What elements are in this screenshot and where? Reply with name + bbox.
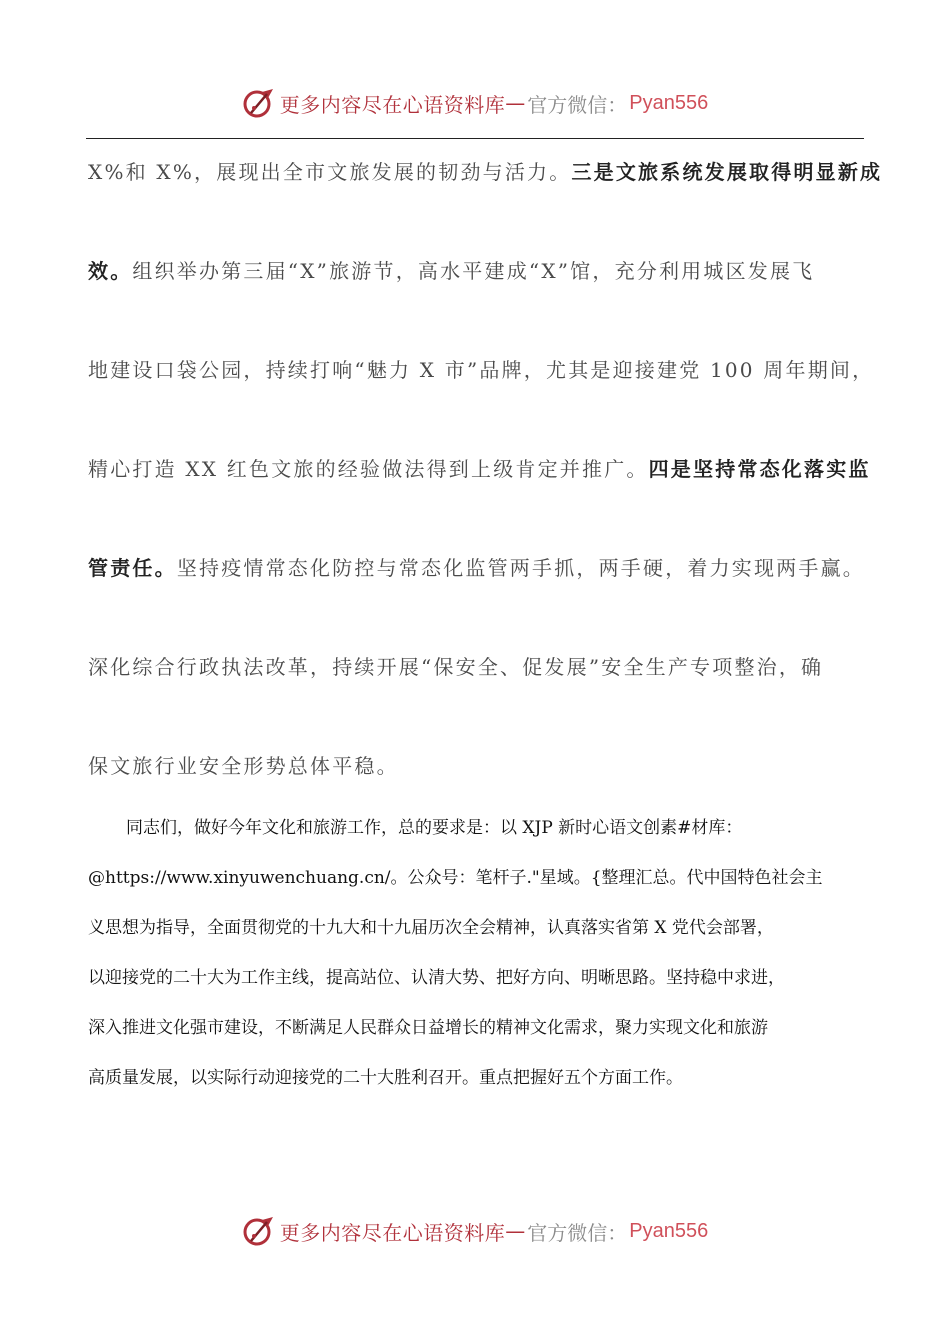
bold-span: 效。 [88,259,133,283]
text-span: 地建设口袋公园，持续打响“魅力 X 市”品牌，尤其是迎接建党 100 周年期间， [88,358,875,382]
bold-span: 四是坚持常态化落实监 [648,457,871,481]
header-dash: — [505,91,526,115]
bold-span: 三是文旅系统发展取得明显新成 [571,160,883,184]
text-line: 深入推进文化强市建设，不断满足人民群众日益增长的精神文化需求，聚力实现文化和旅游 [88,1018,768,1038]
header-divider [86,138,864,139]
text-span: X%和 X%，展现出全市文旅发展的韧劲与活力。 [88,160,572,184]
text-span: 坚持疫情常态化防控与常态化监管两手抓，两手硬，着力实现两手赢。 [176,556,866,580]
text-line [88,249,868,293]
pen-circle-logo-icon [242,1214,276,1248]
text-line: 义思想为指导，全面贯彻党的十九大和十九届历次全会精神，认真落实省第 X 党代会部署， [88,918,774,938]
text-line: 高质量发展，以实际行动迎接党的二十大胜利召开。重点把握好五个方面工作。 [88,1068,683,1088]
header-banner [0,84,950,122]
text-span: 深化综合行政执法改革，持续开展“保安全、促发展”安全生产专项整治，确 [88,655,824,679]
header-wechat-label: 官方微信： [527,92,628,117]
text-line: @https://www.xinyuwenchuang.cn/。公众号：笔杆子."星域。{整理汇总。代中国特色社会主 [88,868,823,888]
text-line [88,447,871,491]
text-line [88,744,868,788]
text-line [88,348,875,392]
footer-banner [0,1212,950,1250]
text-line [88,150,883,194]
footer-slogan: 更多内容尽在心语资料库 [279,1220,506,1245]
footer-wechat-id: Pyan556 [629,1219,709,1242]
text-span: 保文旅行业安全形势总体平稳。 [88,754,399,778]
text-line [88,645,868,689]
text-span: 组织举办第三届“X”旅游节，高水平建成“X”馆，充分利用城区发展飞 [132,259,815,283]
header-wechat-id: Pyan556 [629,91,709,114]
text-span: 精心打造 XX 红色文旅的经验做法得到上级肯定并推广。 [88,457,649,481]
footer-dash: — [505,1219,526,1243]
header-slogan: 更多内容尽在心语资料库 [279,92,506,117]
text-line: 以迎接党的二十大为工作主线，提高站位、认清大势、把好方向、明晰思路。坚持稳中求进， [88,968,785,988]
pen-circle-logo-icon [242,86,276,120]
bold-span: 管责任。 [88,556,177,580]
footer-wechat-label: 官方微信： [527,1220,628,1245]
text-line: 同志们，做好今年文化和旅游工作，总的要求是：以 XJP 新时心语文创素#材库： [126,818,743,838]
text-line [88,546,868,590]
